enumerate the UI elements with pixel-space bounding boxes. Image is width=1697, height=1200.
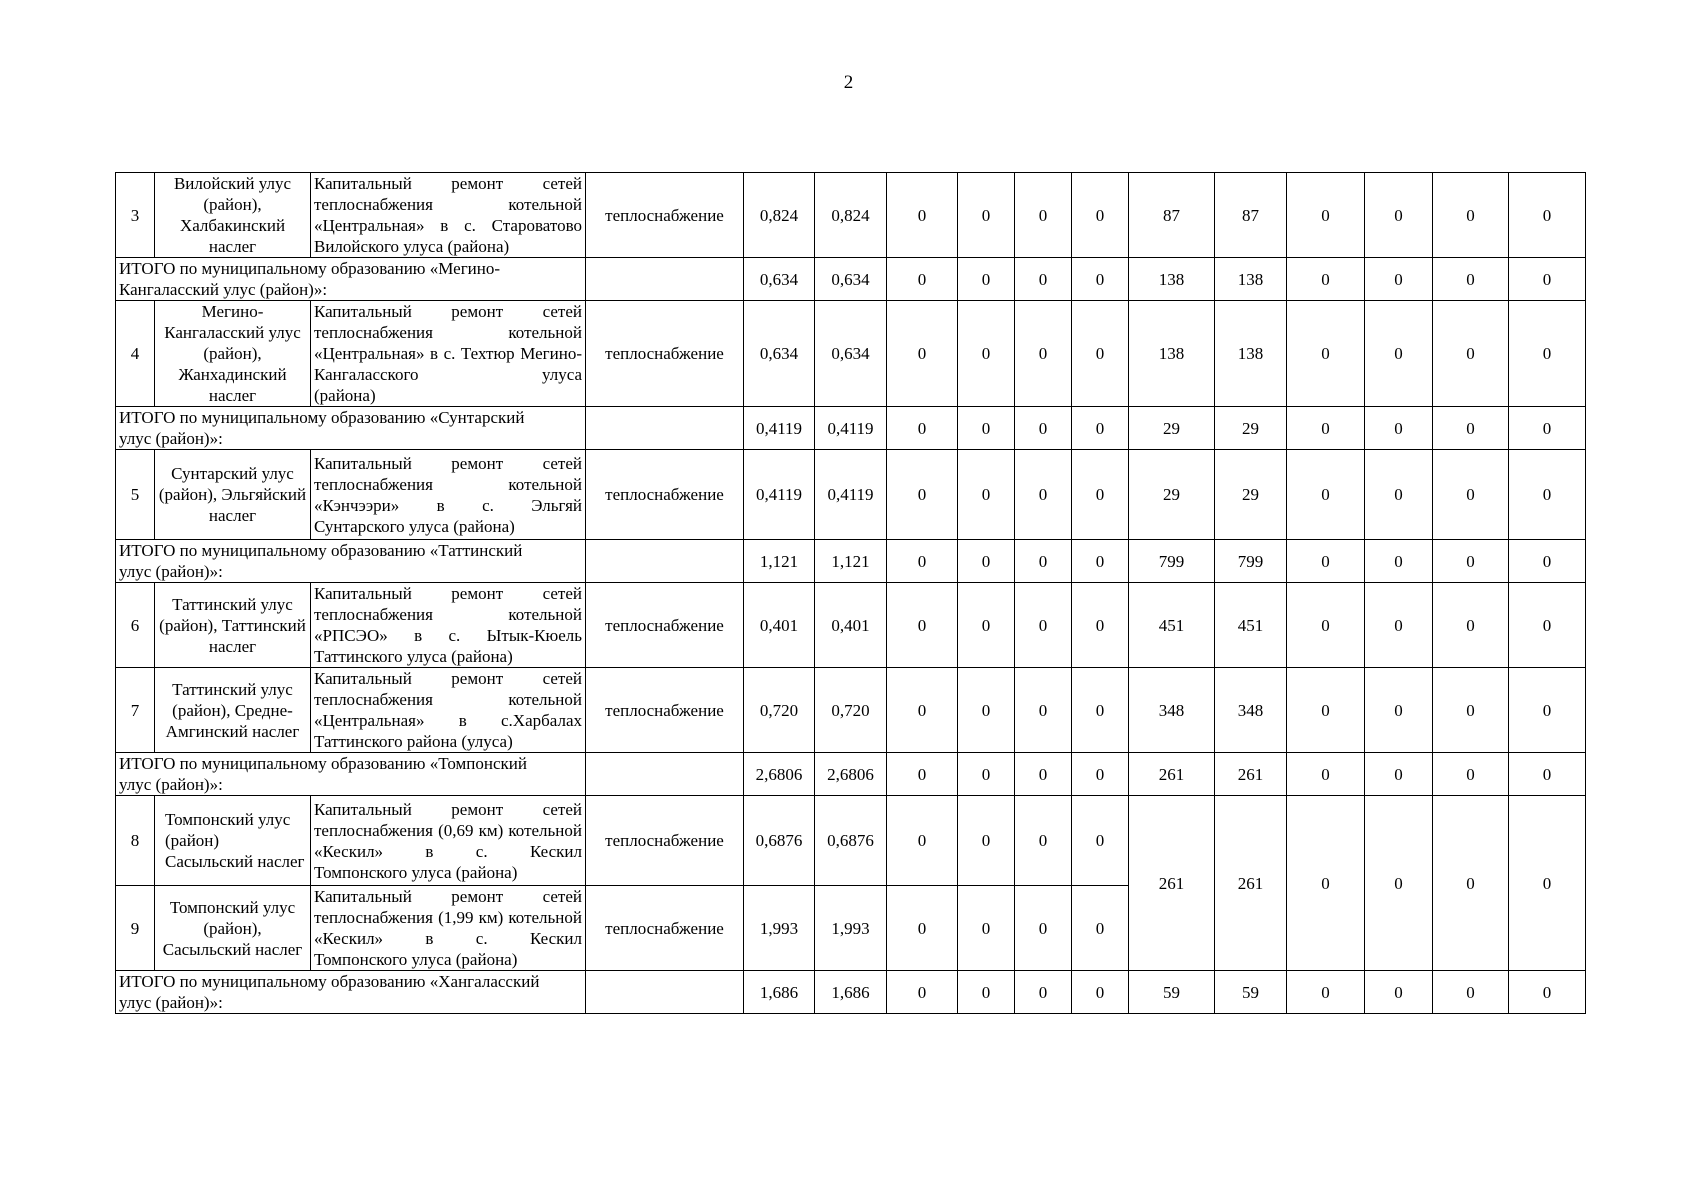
page-number: 2	[843, 72, 854, 93]
table-row	[116, 301, 1586, 407]
value-cell: 0	[887, 301, 958, 407]
object-description-main: Капитальный ремонт сетей теплоснабжения котельной «Кэнчээри» в с. Эльгяй	[314, 453, 582, 515]
category-cell: теплоснабжение	[586, 583, 744, 668]
category-cell: теплоснабжение	[586, 668, 744, 753]
value-cell: 0	[887, 407, 958, 450]
value-cell: 0,401	[744, 583, 815, 668]
value-cell: 0	[1072, 540, 1129, 583]
value-cell: 451	[1129, 583, 1215, 668]
value-cell: 0	[1365, 971, 1433, 1014]
value-cell: 0,720	[815, 668, 887, 753]
value-cell: 1,686	[744, 971, 815, 1014]
location-cell: Томпонский улус (район) Сасыльский наслег	[155, 796, 311, 886]
category-cell	[586, 540, 744, 583]
value-cell: 0	[1509, 753, 1586, 796]
total-label	[116, 540, 586, 583]
value-cell: 0,6876	[815, 796, 887, 886]
table-row	[116, 668, 1586, 753]
value-cell: 0	[1287, 753, 1365, 796]
object-description-last: Томпонского улуса (района)	[314, 862, 518, 882]
value-cell: 0	[1365, 753, 1433, 796]
total-row	[116, 258, 1586, 301]
value-cell: 0	[1015, 971, 1072, 1014]
value-cell: 0	[1433, 450, 1509, 540]
value-cell: 0	[1433, 407, 1509, 450]
value-cell: 0	[1287, 668, 1365, 753]
value-cell: 0	[887, 796, 958, 886]
total-row	[116, 407, 1586, 450]
table-row	[116, 450, 1586, 540]
value-cell: 0	[1015, 583, 1072, 668]
value-cell: 59	[1129, 971, 1215, 1014]
object-description	[311, 668, 586, 753]
value-cell: 451	[1215, 583, 1287, 668]
funding-table	[115, 172, 1586, 1014]
total-label	[116, 258, 586, 301]
value-cell: 59	[1215, 971, 1287, 1014]
row-number: 3	[116, 173, 155, 258]
value-cell: 0,4119	[744, 450, 815, 540]
value-cell: 0	[1509, 407, 1586, 450]
object-description-main: Капитальный ремонт сетей теплоснабжения котельной «Центральная» в с. Староватово	[314, 174, 582, 235]
total-label-main: ИТОГО по муниципальному образованию «Хангаласский	[119, 972, 540, 991]
value-cell: 138	[1215, 258, 1287, 301]
value-cell: 0	[1287, 971, 1365, 1014]
value-cell: 1,686	[815, 971, 887, 1014]
object-description-last: Сунтарского улуса (района)	[314, 516, 515, 536]
value-cell: 0	[1015, 668, 1072, 753]
value-cell: 0	[887, 753, 958, 796]
value-cell: 29	[1215, 450, 1287, 540]
location-cell: Таттинский улус (район), Таттинский наслег	[155, 583, 311, 668]
value-cell: 0	[1015, 540, 1072, 583]
category-cell: теплоснабжение	[586, 796, 744, 886]
value-cell: 0	[1433, 668, 1509, 753]
value-cell: 0	[958, 258, 1015, 301]
value-cell: 0	[958, 301, 1015, 407]
total-label-main: ИТОГО по муниципальному образованию «Таттинский	[119, 541, 523, 560]
value-cell: 0	[1287, 540, 1365, 583]
value-cell: 0,634	[744, 301, 815, 407]
row-number: 9	[116, 886, 155, 971]
value-cell: 0	[1287, 583, 1365, 668]
object-description	[311, 450, 586, 540]
total-row	[116, 753, 1586, 796]
value-cell: 0	[958, 971, 1015, 1014]
value-cell: 0	[958, 583, 1015, 668]
object-description-main: Капитальный ремонт сетей теплоснабжения котельной «РПСЭО» в с. Ытык-Кюель	[314, 584, 582, 645]
value-cell: 0	[1072, 258, 1129, 301]
category-cell: теплоснабжение	[586, 301, 744, 407]
value-cell: 0,4119	[815, 407, 887, 450]
row-number: 6	[116, 583, 155, 668]
value-cell: 0	[1287, 407, 1365, 450]
value-cell: 1,121	[744, 540, 815, 583]
value-cell: 0	[1072, 796, 1129, 886]
value-cell: 0	[1509, 258, 1586, 301]
category-cell	[586, 258, 744, 301]
value-cell: 0	[1365, 668, 1433, 753]
value-cell: 0	[1509, 301, 1586, 407]
value-cell: 2,6806	[815, 753, 887, 796]
value-cell: 0	[1433, 173, 1509, 258]
total-row	[116, 540, 1586, 583]
object-description-main: Капитальный ремонт сетей теплоснабжения котельной «Центральная» в с.Харбалах	[314, 669, 582, 730]
category-cell	[586, 407, 744, 450]
total-label-last: улус (район)»:	[119, 775, 223, 794]
object-description-last: Таттинского района (улуса)	[314, 732, 513, 751]
value-cell: 0,401	[815, 583, 887, 668]
object-description-last: (района)	[314, 386, 376, 405]
value-cell: 1,121	[815, 540, 887, 583]
object-description-last: Вилойского улуса (района)	[314, 237, 510, 256]
row-number: 4	[116, 301, 155, 407]
value-cell: 0,634	[744, 258, 815, 301]
row-number: 5	[116, 450, 155, 540]
value-cell: 0	[1509, 173, 1586, 258]
value-cell: 0	[887, 668, 958, 753]
value-cell: 0	[887, 173, 958, 258]
value-cell: 0	[1433, 301, 1509, 407]
object-description-last: Томпонского улуса (района)	[314, 950, 518, 969]
value-cell: 0	[1287, 258, 1365, 301]
location-cell: Сунтарский улус (район), Эльгяйский наслег	[155, 450, 311, 540]
value-cell: 0	[958, 407, 1015, 450]
object-description-last: Таттинского улуса (района)	[314, 647, 513, 666]
value-cell: 0	[958, 450, 1015, 540]
value-cell: 0	[1509, 583, 1586, 668]
value-cell-merged: 0	[1287, 796, 1365, 971]
object-description	[311, 173, 586, 258]
value-cell: 261	[1215, 753, 1287, 796]
value-cell: 0	[1072, 886, 1129, 971]
value-cell: 0	[958, 796, 1015, 886]
value-cell: 0	[887, 540, 958, 583]
value-cell: 138	[1215, 301, 1287, 407]
value-cell: 0	[1287, 173, 1365, 258]
value-cell: 0	[1015, 450, 1072, 540]
category-cell: теплоснабжение	[586, 450, 744, 540]
total-label-last: улус (район)»:	[119, 562, 223, 581]
value-cell: 0	[887, 886, 958, 971]
table-body	[116, 173, 1586, 1014]
value-cell: 0	[1509, 971, 1586, 1014]
value-cell: 0	[958, 173, 1015, 258]
value-cell: 0,6876	[744, 796, 815, 886]
value-cell-merged: 261	[1215, 796, 1287, 971]
value-cell: 29	[1215, 407, 1287, 450]
location-cell: Томпонский улус (район), Сасыльский наслег	[155, 886, 311, 971]
total-row	[116, 971, 1586, 1014]
value-cell-merged: 0	[1433, 796, 1509, 971]
value-cell-merged: 261	[1129, 796, 1215, 971]
value-cell: 0	[1072, 173, 1129, 258]
value-cell: 0	[1015, 258, 1072, 301]
value-cell-merged: 0	[1509, 796, 1586, 971]
value-cell: 2,6806	[744, 753, 815, 796]
value-cell: 0	[1015, 173, 1072, 258]
object-description	[311, 796, 586, 886]
value-cell: 0	[1433, 753, 1509, 796]
table-row	[116, 173, 1586, 258]
value-cell: 0,634	[815, 301, 887, 407]
value-cell: 1,993	[744, 886, 815, 971]
value-cell: 0	[1509, 450, 1586, 540]
value-cell: 0	[1072, 753, 1129, 796]
total-label-main: ИТОГО по муниципальному образованию «Томпонский	[119, 754, 527, 773]
object-description-main: Капитальный ремонт сетей теплоснабжения (0,69 км) котельной «Кескил» в с. Кескил	[314, 799, 582, 861]
row-number: 8	[116, 796, 155, 886]
value-cell: 87	[1129, 173, 1215, 258]
value-cell: 0	[1072, 450, 1129, 540]
value-cell: 0	[958, 886, 1015, 971]
value-cell: 0	[1015, 796, 1072, 886]
value-cell: 0,634	[815, 258, 887, 301]
value-cell-merged: 0	[1365, 796, 1433, 971]
value-cell: 0,824	[744, 173, 815, 258]
value-cell: 0	[958, 668, 1015, 753]
value-cell: 0	[1287, 450, 1365, 540]
value-cell: 0	[1365, 583, 1433, 668]
total-label-last: Кангаласский улус (район)»:	[119, 280, 328, 299]
value-cell: 0	[1015, 301, 1072, 407]
value-cell: 0	[1509, 540, 1586, 583]
value-cell: 0	[1509, 668, 1586, 753]
total-label	[116, 407, 586, 450]
value-cell: 348	[1129, 668, 1215, 753]
object-description-main: Капитальный ремонт сетей теплоснабжения котельной «Центральная» в с. Техтюр Мегино-Кангаласского улуса	[314, 302, 582, 384]
value-cell: 0	[1072, 583, 1129, 668]
value-cell: 0	[1433, 583, 1509, 668]
value-cell: 0	[1433, 540, 1509, 583]
value-cell: 29	[1129, 450, 1215, 540]
value-cell: 0	[958, 540, 1015, 583]
value-cell: 348	[1215, 668, 1287, 753]
value-cell: 0	[1072, 301, 1129, 407]
total-label	[116, 971, 586, 1014]
value-cell: 0,4119	[815, 450, 887, 540]
value-cell: 0	[1433, 258, 1509, 301]
value-cell: 0,824	[815, 173, 887, 258]
value-cell: 0	[1433, 971, 1509, 1014]
value-cell: 0,720	[744, 668, 815, 753]
value-cell: 0	[1365, 450, 1433, 540]
value-cell: 0	[1365, 258, 1433, 301]
value-cell: 0	[887, 583, 958, 668]
value-cell: 1,993	[815, 886, 887, 971]
value-cell: 0	[1015, 407, 1072, 450]
category-cell	[586, 971, 744, 1014]
row-number: 7	[116, 668, 155, 753]
value-cell: 138	[1129, 258, 1215, 301]
value-cell: 0	[1365, 173, 1433, 258]
value-cell: 0	[887, 450, 958, 540]
table-row	[116, 583, 1586, 668]
object-description	[311, 301, 586, 407]
location-cell: Вилойский улус (район), Халбакинский наслег	[155, 173, 311, 258]
value-cell: 799	[1215, 540, 1287, 583]
value-cell: 0	[1365, 407, 1433, 450]
location-cell: Мегино-Кангаласский улус (район), Жанхадинский наслег	[155, 301, 311, 407]
value-cell: 0	[1015, 886, 1072, 971]
total-label-main: ИТОГО по муниципальному образованию «Мегино-	[119, 259, 501, 278]
object-description	[311, 886, 586, 971]
value-cell: 138	[1129, 301, 1215, 407]
table-row	[116, 796, 1586, 886]
value-cell: 0	[1287, 301, 1365, 407]
value-cell: 0	[1365, 301, 1433, 407]
value-cell: 261	[1129, 753, 1215, 796]
value-cell: 0	[1072, 668, 1129, 753]
value-cell: 29	[1129, 407, 1215, 450]
value-cell: 0	[1072, 971, 1129, 1014]
value-cell: 0	[1365, 540, 1433, 583]
object-description	[311, 583, 586, 668]
total-label-main: ИТОГО по муниципальному образованию «Сунтарский	[119, 408, 525, 427]
total-label	[116, 753, 586, 796]
value-cell: 87	[1215, 173, 1287, 258]
object-description-main: Капитальный ремонт сетей теплоснабжения (1,99 км) котельной «Кескил» в с. Кескил	[314, 887, 582, 948]
total-label-last: улус (район)»:	[119, 429, 223, 448]
value-cell: 0	[1015, 753, 1072, 796]
category-cell: теплоснабжение	[586, 173, 744, 258]
location-cell: Таттинский улус (район), Средне-Амгинский наслег	[155, 668, 311, 753]
value-cell: 0	[887, 971, 958, 1014]
total-label-last: улус (район)»:	[119, 993, 223, 1012]
value-cell: 0	[887, 258, 958, 301]
value-cell: 0	[1072, 407, 1129, 450]
category-cell: теплоснабжение	[586, 886, 744, 971]
value-cell: 799	[1129, 540, 1215, 583]
value-cell: 0,4119	[744, 407, 815, 450]
value-cell: 0	[958, 753, 1015, 796]
category-cell	[586, 753, 744, 796]
